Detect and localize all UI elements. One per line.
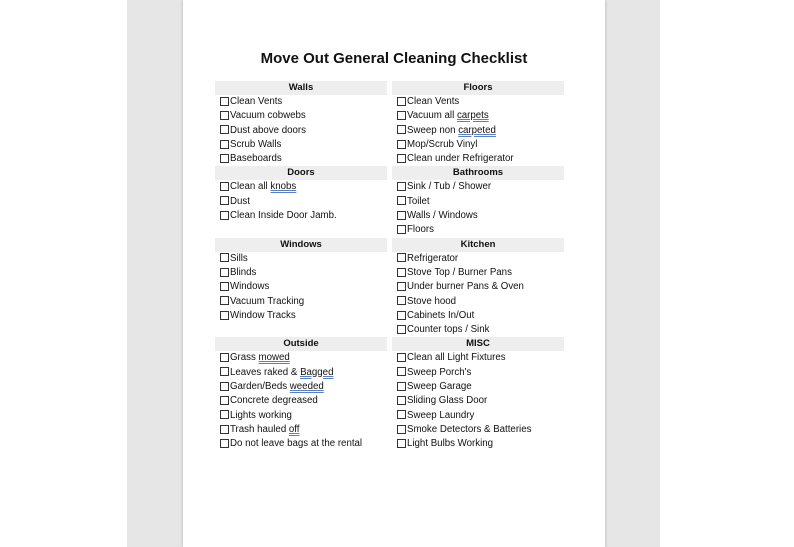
checklist-item [392,180,564,194]
checklist-item-label: Vacuum cobwebs [230,110,306,122]
checkbox-icon[interactable] [397,439,406,448]
checklist-item [392,223,564,237]
checklist [392,351,564,451]
right-column [392,81,564,452]
checkbox-icon[interactable] [397,140,406,149]
checkbox-icon[interactable] [220,97,229,106]
checklist-item [392,437,564,451]
checklist-item [215,266,387,280]
section-doors [215,166,387,237]
checklist-item [215,195,387,209]
section-header: Doors [215,166,387,180]
blank-row [215,323,387,337]
checklist-item-label: Concrete degreased [230,395,318,407]
section-header: Floors [392,81,564,95]
checklist-item [215,437,387,451]
section-outside [215,337,387,451]
checkbox-icon[interactable] [220,296,229,305]
checkbox-icon[interactable] [397,410,406,419]
checkbox-icon[interactable] [220,353,229,362]
section-header: Windows [215,238,387,252]
checklist-item-label: Stove Top / Burner Pans [407,266,512,278]
checklist-item-label: Counter tops / Sink [407,324,490,336]
checkbox-icon[interactable] [397,211,406,220]
checklist-item-label: Sweep Porch's [407,366,472,378]
checkbox-icon[interactable] [220,268,229,277]
checkbox-icon[interactable] [397,353,406,362]
checklist-item-label: Scrub Walls [230,138,282,150]
checkbox-icon[interactable] [220,211,229,220]
checklist [392,252,564,338]
checklist-item [215,295,387,309]
checkbox-icon[interactable] [397,296,406,305]
checklist-item [215,109,387,123]
checkbox-icon[interactable] [397,125,406,134]
section-header: MISC [392,337,564,351]
checklist-item-label: Mop/Scrub Vinyl [407,138,478,150]
section-kitchen [392,238,564,338]
checklist-item-label: Light Bulbs Working [407,438,494,450]
checkbox-icon[interactable] [397,282,406,291]
checklist-item-label: Refrigerator [407,252,459,264]
checklist-item-label: Sink / Tub / Shower [407,181,492,193]
checklist [392,95,564,166]
checklist-item-label: Window Tracks [230,309,296,321]
checklist-item-label: Toilet [407,195,430,207]
checklist-item [215,209,387,223]
checklist-item-label: Trash hauled off [230,423,300,435]
checkbox-icon[interactable] [397,111,406,120]
checklist-item-label: Stove hood [407,295,457,307]
checklist-item-label: Clean all knobs [230,181,297,193]
checklist-item [215,180,387,194]
checklist [215,351,387,451]
checklist-item [392,409,564,423]
checklist-item [392,280,564,294]
checkbox-icon[interactable] [397,97,406,106]
checkbox-icon[interactable] [220,125,229,134]
checkbox-icon[interactable] [220,111,229,120]
checkbox-icon[interactable] [397,268,406,277]
section-header: Bathrooms [392,166,564,180]
checklist-item [215,309,387,323]
checkbox-icon[interactable] [397,182,406,191]
checklist [215,180,387,223]
checklist-item [215,380,387,394]
checklist-item [215,124,387,138]
checklist-item [215,252,387,266]
checkbox-icon[interactable] [220,311,229,320]
checklist-item [215,280,387,294]
checklist-item [392,295,564,309]
checklist-item-label: Clean under Refrigerator [407,153,514,165]
checkbox-icon[interactable] [220,140,229,149]
checkbox-icon[interactable] [397,311,406,320]
checklist-item [392,323,564,337]
checkbox-icon[interactable] [397,325,406,334]
checklist-item-label: Lights working [230,409,292,421]
checklist-item-label: Garden/Beds weeded [230,381,324,393]
checklist-item-label: Vacuum Tracking [230,295,305,307]
checkbox-icon[interactable] [220,396,229,405]
checklist-item [392,195,564,209]
section-bathrooms [392,166,564,237]
page-title: Move Out General Cleaning Checklist [260,50,528,67]
section-misc [392,337,564,451]
checkbox-icon[interactable] [397,425,406,434]
checklist-item-label: Sills [230,252,248,264]
checklist-item-label: Vacuum all carpets [407,110,489,122]
checklist-item [215,152,387,166]
section-header: Walls [215,81,387,95]
section-walls [215,81,387,166]
checklist-item [392,423,564,437]
checklist-item [392,209,564,223]
checkbox-icon[interactable] [397,154,406,163]
section-floors [392,81,564,166]
checkbox-icon[interactable] [220,367,229,376]
checkbox-icon[interactable] [220,196,229,205]
checklist-item-label: Grass mowed [230,352,290,364]
checklist-item-label: Baseboards [230,153,282,165]
checkbox-icon[interactable] [397,253,406,262]
checklist-item-label: Do not leave bags at the rental [230,438,363,450]
checklist-item-label: Dust [230,195,250,207]
checklist-item-label: Sweep Laundry [407,409,475,421]
checkbox-icon[interactable] [220,154,229,163]
checklist-item-label: Under burner Pans & Oven [407,281,524,293]
checklist-item-label: Clean all Light Fixtures [407,352,506,364]
left-column [215,81,387,452]
checkbox-icon[interactable] [397,382,406,391]
checklist-item-label: Sweep non carpeted [407,124,496,136]
checkbox-icon[interactable] [397,196,406,205]
checklist-item-label: Dust above doors [230,124,306,136]
checklist-item-label: Smoke Detectors & Batteries [407,423,532,435]
checklist [392,180,564,237]
checklist-item [392,252,564,266]
checklist [215,252,387,323]
checklist-item-label: Clean Inside Door Jamb. [230,210,337,222]
checklist-item-label: Leaves raked & Bagged [230,366,334,378]
checklist-item [392,95,564,109]
section-windows [215,238,387,338]
checklist-item-label: Windows [230,281,270,293]
checklist-item [215,95,387,109]
checklist-item [215,423,387,437]
checklist-item-label: Blinds [230,266,257,278]
checklist-item-label: Floors [407,224,434,236]
checklist-item [215,138,387,152]
checklist-item [392,351,564,365]
checkbox-icon[interactable] [220,439,229,448]
checkbox-icon[interactable] [220,182,229,191]
checklist-item [392,266,564,280]
checkbox-icon[interactable] [397,396,406,405]
checkbox-icon[interactable] [397,225,406,234]
checklist-item [392,138,564,152]
checklist [215,95,387,166]
section-header: Kitchen [392,238,564,252]
checkbox-icon[interactable] [220,253,229,262]
checklist-item [392,152,564,166]
checklist-item [392,124,564,138]
checkbox-icon[interactable] [397,367,406,376]
checkbox-icon[interactable] [220,282,229,291]
checkbox-icon[interactable] [220,382,229,391]
blank-row [215,223,387,237]
checklist-item-label: Sweep Garage [407,381,472,393]
checklist-item-label: Sliding Glass Door [407,395,488,407]
checklist-item [215,351,387,365]
section-header: Outside [215,337,387,351]
checklist-item [215,394,387,408]
checklist-item [392,366,564,380]
checklist-item [392,394,564,408]
checklist-item [215,366,387,380]
checklist-item-label: Walls / Windows [407,210,478,222]
checklist-item [215,409,387,423]
checklist-item [392,309,564,323]
checklist-item [392,380,564,394]
checklist-item [392,109,564,123]
document-page [183,0,605,547]
checklist-item-label: Cabinets In/Out [407,309,475,321]
checkbox-icon[interactable] [220,410,229,419]
checklist-item-label: Clean Vents [407,96,460,107]
checkbox-icon[interactable] [220,425,229,434]
checklist-item-label: Clean Vents [230,96,283,107]
